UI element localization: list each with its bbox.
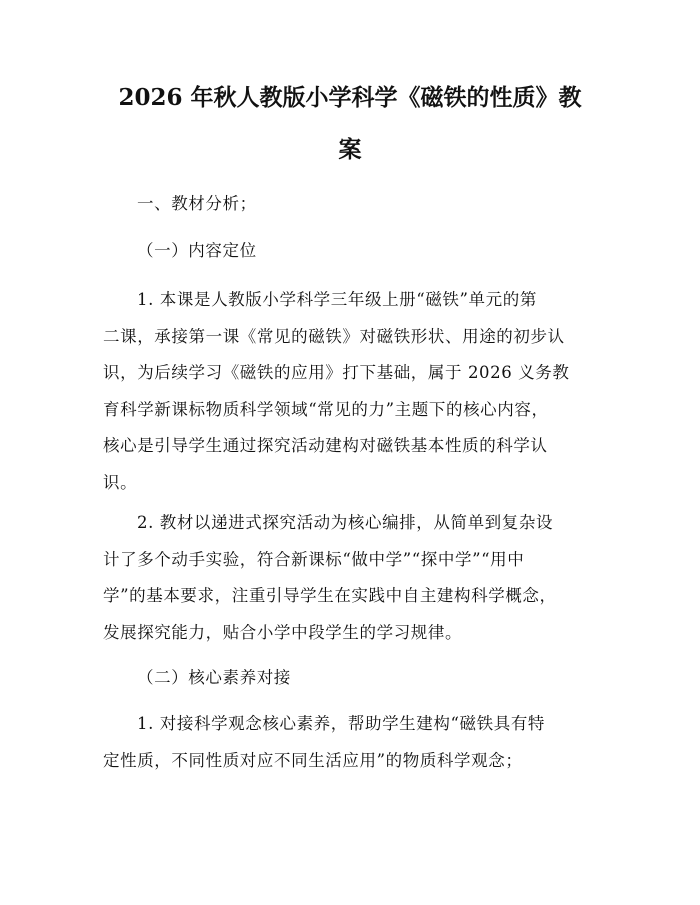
subsection-heading-1 bbox=[103, 233, 597, 270]
paragraph-line: 育科学新课标物质科学领域“常见的力”主题下的核心内容， bbox=[103, 399, 549, 419]
paragraph-line: 发展探究能力，贴合小学中段学生的学习规律。 bbox=[103, 622, 463, 642]
subsection-heading-2 bbox=[103, 660, 597, 697]
title-line-2: 案 bbox=[338, 136, 362, 163]
paragraph-line: 学”的基本要求，注重引导学生在实践中自主建构科学概念， bbox=[103, 586, 557, 605]
paragraph-line: 核心是引导学生通过探究活动建构对磁铁基本性质的科学认 bbox=[103, 436, 548, 455]
paragraph-line: 1. 对接科学观念核心素养，帮助学生建构“磁铁具有特 bbox=[137, 714, 546, 733]
paragraph-line: 二课，承接第一课《常见的磁铁》对磁铁形状、用途的初步认 bbox=[103, 326, 565, 346]
paragraph-line: 识，为后续学习《磁铁的应用》打下基础，属于 2026 义务教 bbox=[103, 363, 570, 382]
document-title bbox=[100, 72, 600, 176]
paragraph-1 bbox=[103, 282, 597, 501]
paragraph-line: 计了多个动手实验，符合新课标“做中学”“探中学”“用中 bbox=[103, 549, 525, 569]
paragraph-line: 2. 教材以递进式探究活动为核心编排，从简单到复杂设 bbox=[137, 513, 554, 532]
subsection-heading-text: （一）内容定位 bbox=[137, 241, 257, 260]
paragraph-3 bbox=[103, 706, 597, 779]
paragraph-line: 定性质，不同性质对应不同生活应用”的物质科学观念； bbox=[103, 750, 523, 770]
paragraph-line: 识。 bbox=[103, 472, 138, 492]
paragraph-line: 1. 本课是人教版小学科学三年级上册“磁铁”单元的第 bbox=[137, 290, 537, 309]
paragraph-2 bbox=[103, 505, 597, 651]
title-line-1: 2026 年秋人教版小学科学《磁铁的性质》教 bbox=[118, 84, 582, 111]
section-heading-1 bbox=[103, 186, 597, 223]
subsection-heading-text: （二）核心素养对接 bbox=[137, 668, 291, 687]
section-heading-text: 一、教材分析； bbox=[137, 194, 257, 213]
